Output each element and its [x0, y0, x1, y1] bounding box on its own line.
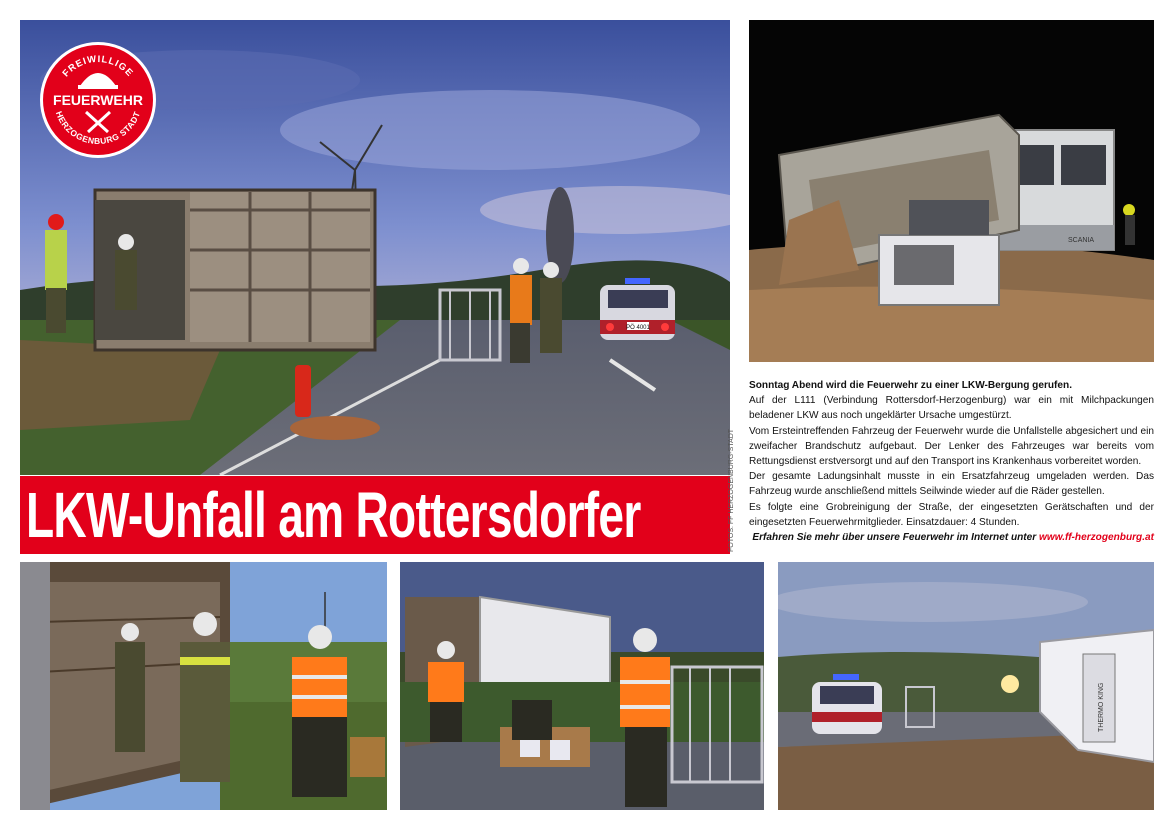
photo-credit: FOTOS: FF HERZOGENBURG-STADT: [728, 428, 735, 552]
truck-label: SCANIA: [1067, 237, 1095, 244]
article-lead: Sonntag Abend wird die Feuerwehr zu einer LKW-Bergung gerufen.: [749, 380, 1072, 391]
trailer-label: THERMO KING: [1098, 682, 1105, 732]
police-plate: PÖ 4001: [626, 325, 650, 331]
article-text: [749, 378, 1154, 545]
logo-top-text: FREIWILLIGE: [60, 53, 136, 80]
headline: LKW-Unfall am Rottersdorfer: [26, 479, 641, 551]
logo-main-text: FEUERWEHR: [53, 92, 143, 108]
article-paragraph: Es folgte eine Grobreinigung der Straße, der eingesetzten Gerätschaften und der eingesetzten Feuerwehrmitglieder. Einsatzdauer: 4 Stunden.: [749, 501, 1154, 528]
headline-bar: [20, 476, 730, 554]
police-car-photo: [778, 562, 1154, 810]
feuerwehr-logo: [38, 40, 158, 160]
article-cta: [749, 530, 1154, 545]
article-paragraph: Auf der L111 (Verbindung Rottersdorf-Herzogenburg) war ein mit Milchpackungen beladener LKW aus noch ungeklärter Ursache umgestürzt.: [749, 395, 1154, 422]
logo-bottom-text: HERZOGENBURG STADT: [53, 109, 143, 147]
article-paragraph: Vom Ersteintreffenden Fahrzeug der Feuerwehr wurde die Unfallstelle abgesichert und ein zweifacher Brandschutz aufgebaut. Der Lenker des Fahrzeuges war bereits vom Rettungsdienst erstversorgt und auf den Transport ins Krankenhaus vorbereitet worden.: [749, 425, 1154, 468]
reloading-photo: [400, 562, 764, 810]
website-link[interactable]: www.ff-herzogenburg.at: [1039, 532, 1154, 544]
article-paragraph: Der gesamte Ladungsinhalt musste in ein Ersatzfahrzeug umgeladen werden. Das Fahrzeug wurde anschließend mittels Seilwinde wieder auf die Räder gestellen.: [749, 471, 1154, 498]
night-truck-photo: [749, 20, 1154, 362]
unloading-photo: [20, 562, 387, 810]
cta-text: Erfahren Sie mehr über unsere Feuerwehr im Internet unter: [752, 532, 1040, 544]
